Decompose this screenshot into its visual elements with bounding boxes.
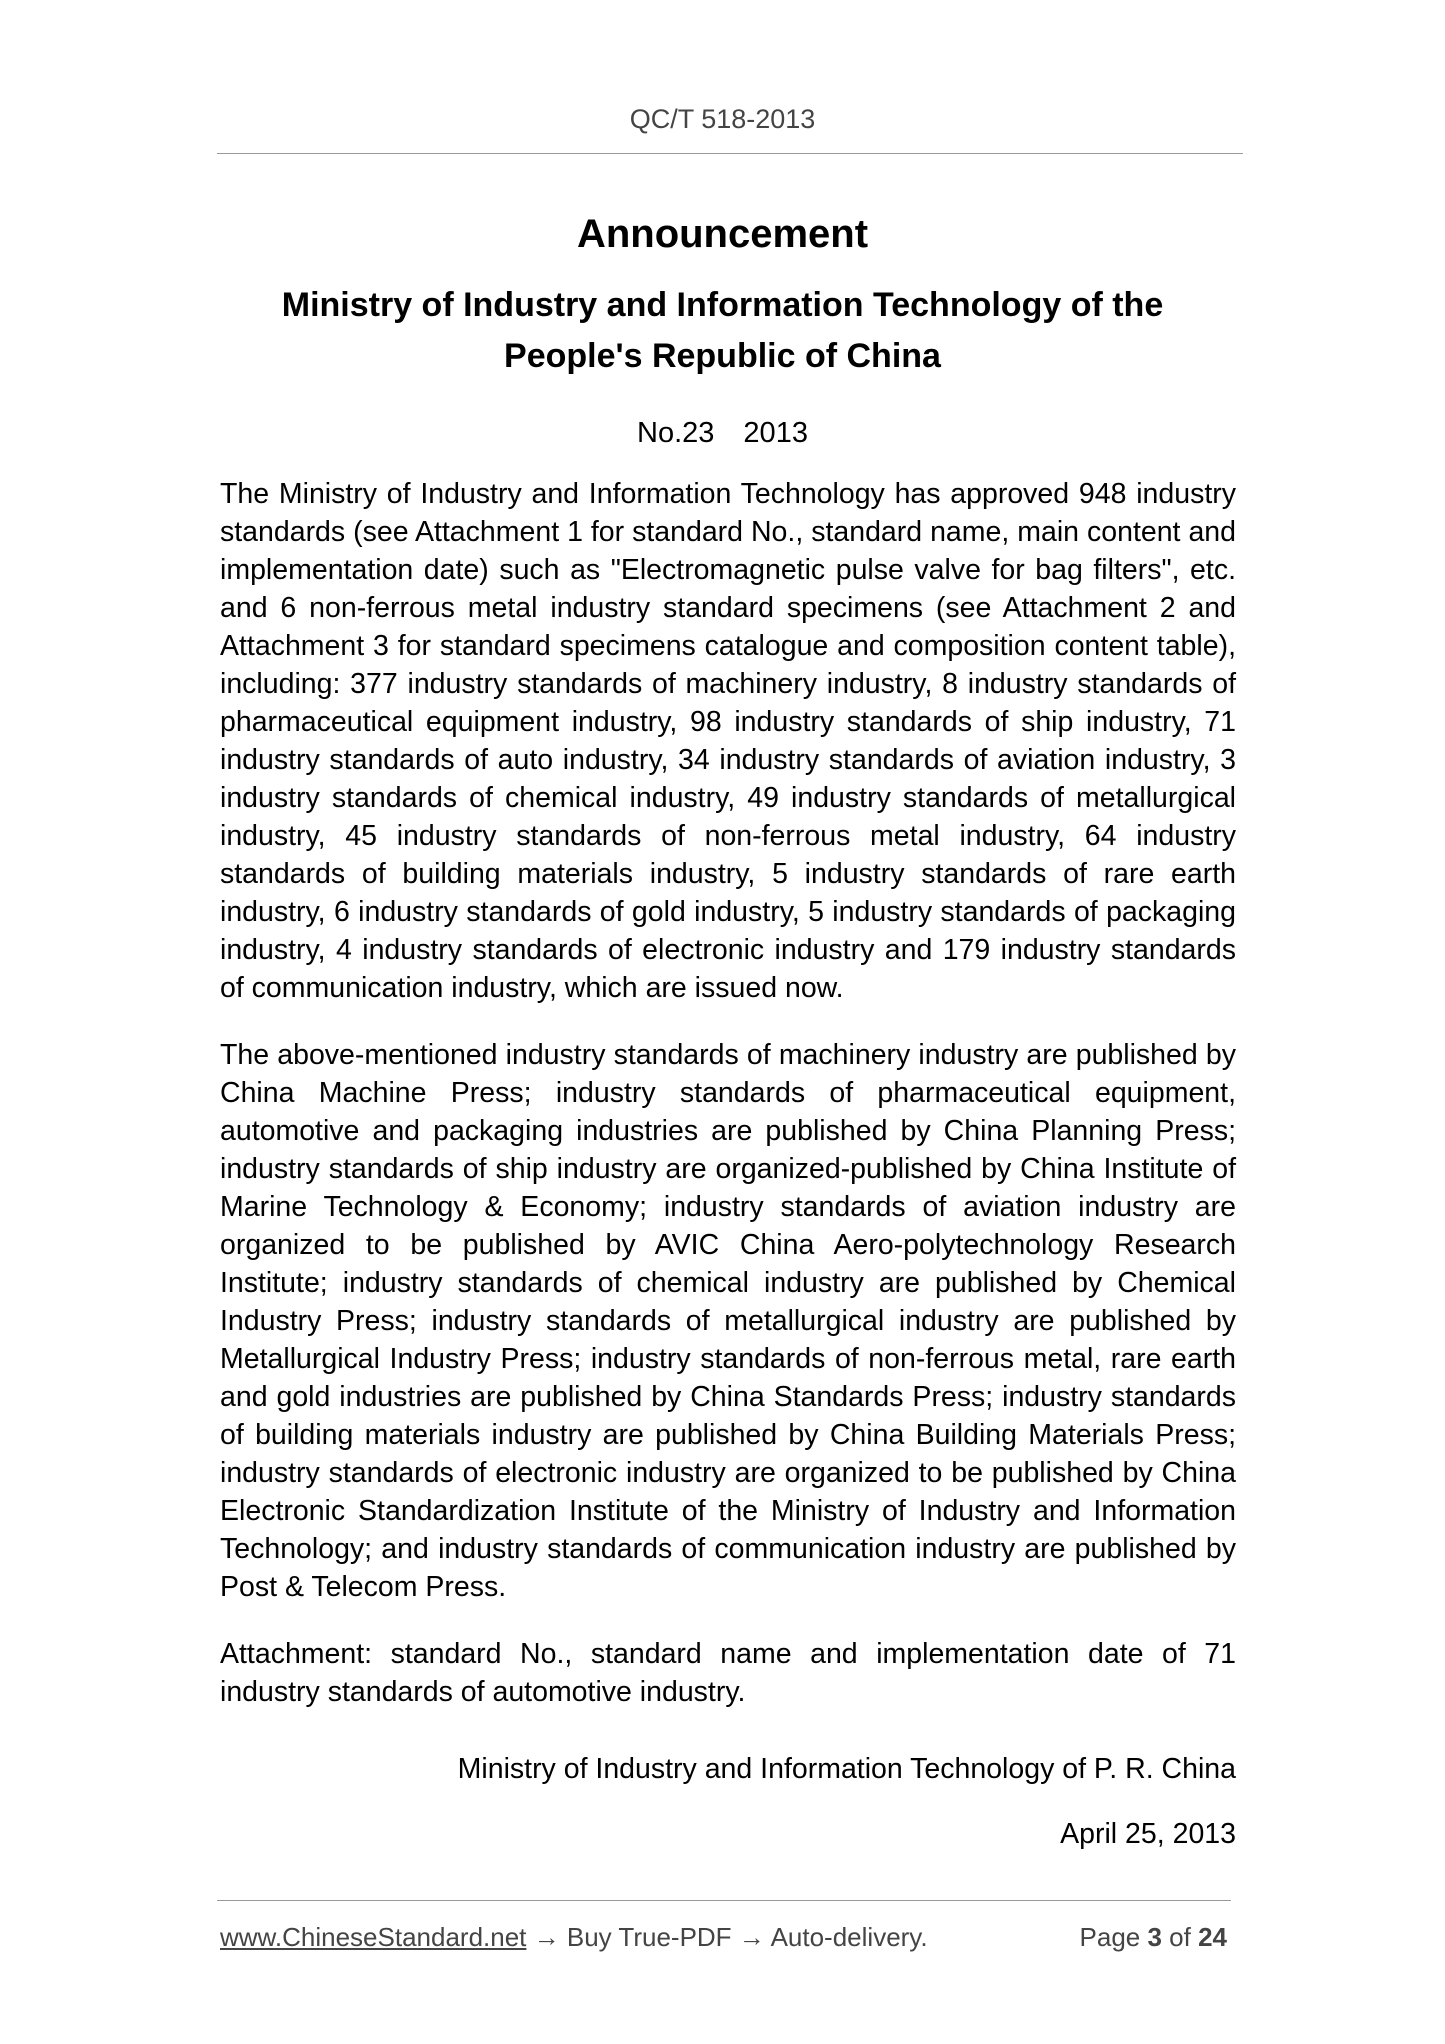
document-code-header: QC/T 518-2013 — [629, 104, 816, 134]
paragraph-attachment: Attachment: standard No., standard name and implementation date of 71 industry standards of automotive industry. — [220, 1638, 1236, 1708]
subtitle-line-2: People's Republic of China — [504, 337, 941, 375]
page-title: Announcement — [576, 212, 869, 256]
signature-organization: Ministry of Industry and Information Technology of P. R. China — [457, 1753, 1236, 1785]
subtitle-line-1: Ministry of Industry and Information Technology of the — [281, 286, 1164, 324]
announcement-number: No.23 2013 — [637, 417, 808, 449]
footer-promo — [220, 1922, 928, 1953]
total-pages-number: 24 — [1198, 1922, 1227, 1952]
footer-divider — [217, 1900, 1231, 1901]
paragraph-approval: The Ministry of Industry and Information Technology has approved 948 industry standards (see Attachment 1 for standard No., standard name, main content and implementation date) such as "Electromagnetic pulse valve for bag filters", etc. and 6 non-ferrous metal industry standard specimens (see Attachment 2 and Attachment 3 for standard specimens catalogue and composition content table), including: 377 industry standards of machinery industry, 8 industry standards of pharmaceutical equipment industry, 98 industry standards of ship industry, 71 industry standards of auto industry, 34 industry standards of aviation industry, 3 industry standards of chemical industry, 49 industry standards of metallurgical industry, 45 industry standards of non-ferrous metal industry, 64 industry standards of building materials industry, 5 industry standards of rare earth industry, 6 industry standards of gold industry, 5 industry standards of packaging industry, 4 industry standards of electronic industry and 179 industry standards of communication industry, which are issued now. — [220, 478, 1236, 1004]
header-divider — [217, 153, 1243, 154]
ministry-subtitle — [0, 280, 1445, 382]
website-link[interactable]: www.ChineseStandard.net — [220, 1922, 527, 1952]
page-indicator — [1080, 1922, 1227, 1953]
footer-promo-text: → Buy True-PDF → Auto-delivery. — [526, 1922, 928, 1952]
current-page-number: 3 — [1147, 1922, 1162, 1952]
signature-date: April 25, 2013 — [1060, 1818, 1236, 1850]
page-label: Page — [1079, 1922, 1148, 1952]
page-of-label: of — [1161, 1922, 1199, 1952]
paragraph-publishers: The above-mentioned industry standards of machinery industry are published by China Machine Press; industry standards of pharmaceutical equipment, automotive and packaging industries are published by China Planning Press; industry standards of ship industry are organized-published by China Institute of Marine Technology & Economy; industry standards of aviation industry are organized to be published by AVIC China Aero-polytechnology Research Institute; industry standards of chemical industry are published by Chemical Industry Press; industry standards of metallurgical industry are published by Metallurgical Industry Press; industry standards of non-ferrous metal, rare earth and gold industries are published by China Standards Press; industry standards of building materials industry are published by China Building Materials Press; industry standards of electronic industry are organized to be published by China Electronic Standardization Institute of the Ministry of Industry and Information Technology; and industry standards of communication industry are published by Post & Telecom Press. — [220, 1039, 1236, 1603]
